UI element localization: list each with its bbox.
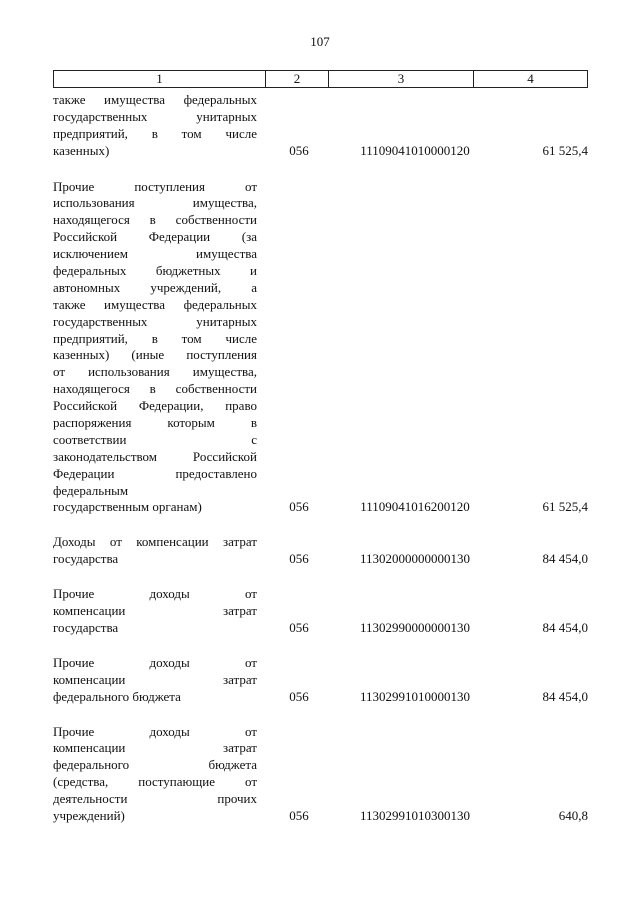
description-line: законодательством Российской [53,448,257,464]
row-admin-code: 056 [289,688,309,704]
description-line: деятельности прочих [53,791,257,807]
description-line: учреждений) [53,807,125,823]
description-line: автономных учреждений, а [53,279,257,295]
table-row [53,655,588,706]
row-amount: 84 454,0 [542,551,588,567]
row-classification-code: 11109041016200120 [360,499,470,515]
row-amount: 84 454,0 [542,688,588,704]
row-admin-code: 056 [289,807,309,823]
row-description [53,92,257,160]
page-number: 107 [310,34,330,49]
description-line: распоряжения которым в [53,415,257,431]
description-line: государственных унитарных [53,108,257,124]
description-line: предприятий, в том числе [53,330,257,346]
description-line: Российской Федерации, право [53,398,257,414]
description-line: государственным органам) [53,499,202,515]
description-line: государственных унитарных [53,313,257,329]
description-line: компенсации затрат [53,671,257,687]
table-row [53,534,588,568]
row-description [53,534,257,568]
row-amount: 61 525,4 [542,142,588,158]
row-admin-code: 056 [289,551,309,567]
header-col-2: 2 [266,71,329,87]
description-line: казенных) (иные поступления [53,347,257,363]
description-line: также имущества федеральных [53,296,257,312]
description-line: Прочие доходы от [53,654,257,670]
description-line: компенсации затрат [53,740,257,756]
row-classification-code: 11302000000000130 [359,551,471,567]
header-col-1: 1 [54,71,266,87]
row-amount: 61 525,4 [542,499,588,515]
description-line: находящегося в собственности [53,381,257,397]
row-admin-code: 056 [289,619,309,635]
description-line: федерального бюджета [53,757,257,773]
row-description [53,655,257,706]
description-line: федеральным [53,482,129,498]
row-classification-code: 11302990000000130 [359,619,471,635]
row-description [53,586,257,637]
row-classification-code: 11302991010300130 [359,807,471,823]
table-row [53,724,588,825]
table-body [53,92,588,825]
description-line: федерального бюджета [53,688,181,704]
row-classification-code: 11302991010000130 [359,688,471,704]
row-description [53,179,257,517]
table-header [53,70,588,88]
table-row [53,92,588,160]
description-line: компенсации затрат [53,603,257,619]
description-line: государства [53,619,119,635]
description-line: соответствии с [53,431,257,447]
description-line: предприятий, в том числе [53,125,257,141]
description-line: также имущества федеральных [53,92,257,107]
row-classification-code: 11109041010000120 [360,142,470,158]
description-line: исключением имущества [53,246,257,262]
description-line: Прочие доходы от [53,723,257,739]
table-row [53,179,588,517]
description-line: Доходы от компенсации затрат [53,534,257,550]
description-line: Прочие поступления от [53,178,257,194]
description-line: использования имущества, [53,195,257,211]
description-line: находящегося в собственности [53,212,257,228]
row-amount: 84 454,0 [542,619,588,635]
description-line: Федерации предоставлено [53,465,257,481]
row-amount: 640,8 [558,807,588,823]
description-line: (средства, поступающие от [53,774,257,790]
description-line: Прочие доходы от [53,586,257,602]
description-line: казенных) [53,142,110,158]
description-line: от использования имущества, [53,364,257,380]
row-description [53,724,257,825]
row-admin-code: 056 [289,499,309,515]
header-col-3: 3 [329,71,474,87]
table-row [53,586,588,637]
description-line: федеральных бюджетных и [53,263,257,279]
description-line: Российской Федерации (за [53,229,257,245]
header-col-4: 4 [527,71,534,86]
row-admin-code: 056 [289,142,309,158]
description-line: государства [53,551,119,567]
